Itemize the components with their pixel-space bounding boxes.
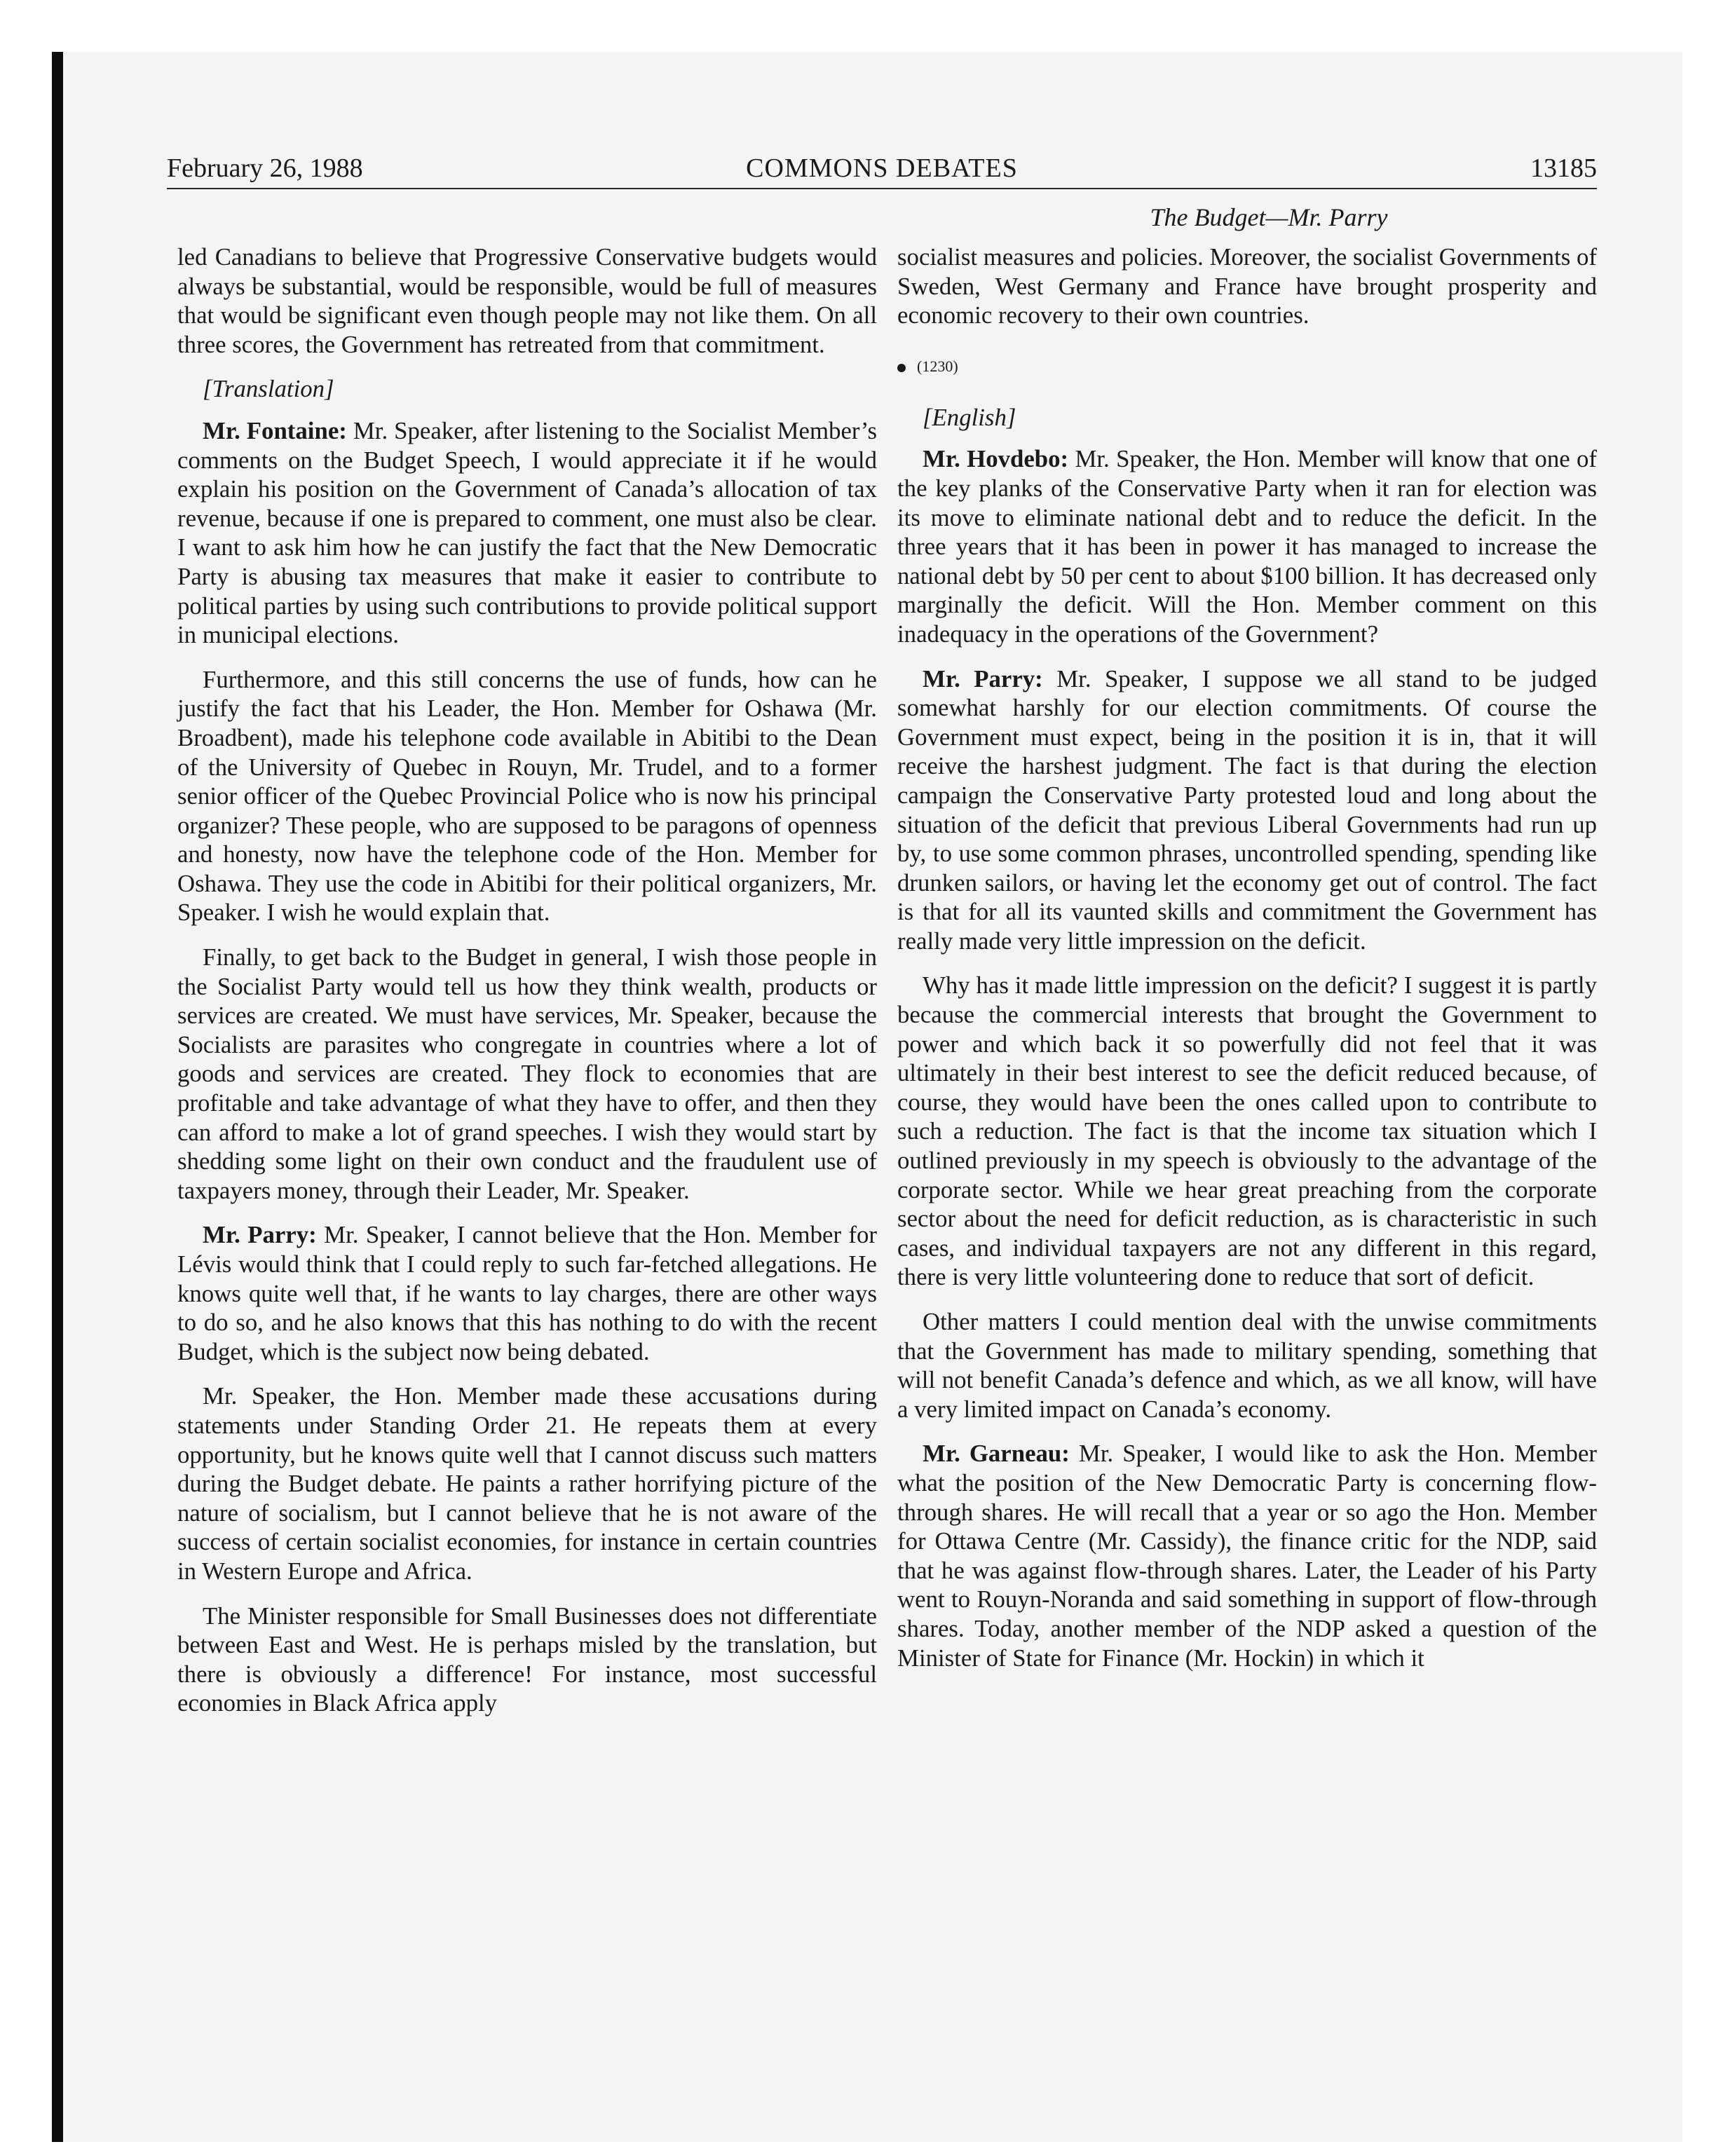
speaker-name: Mr. Parry: <box>203 1221 317 1249</box>
speech-text: Mr. Speaker, after listening to the Socialist Member’s comments on the Budget Speech, I would appreciate it if he would explain his position on the Government of Canada’s allocation of tax revenue, because if one is prepared to comment, one must also be clear. I want to ask him how he can justify the fact that the New Democratic Party is abusing tax measures that make it easier to contribute to political parties by using such contributions to provide political support in municipal elections. <box>177 416 878 649</box>
right-column <box>897 243 1597 1672</box>
paragraph: Other matters I could mention deal with the unwise commitments that the Government has made to military spending, something that will not benefit Canada’s defence and which, as we all know, will have a very limited impact on Canada’s economy. <box>897 1308 1597 1423</box>
speech-text: Mr. Speaker, I cannot believe that the Hon. Member for Lévis would think that I could reply to such far-fetched allegations. He knows quite well that, if he wants to lay charges, there are other ways to do so, and he also knows that this has nothing to do with the recent Budget, which is the subject now being debated. <box>177 1221 878 1365</box>
header-page-number: 13185 <box>1530 153 1597 183</box>
speech-paragraph <box>897 444 1597 648</box>
paragraph: Mr. Speaker, the Hon. Member made these accusations during statements under Standing Order 21. He repeats them at every opportunity, but he knows quite well that I cannot discuss such matters during the Budget debate. He paints a rather horrifying picture of the nature of socialism, but I cannot believe that he is not aware of the success of certain socialist economies, for instance in certain countries in Western Europe and Africa. <box>177 1382 877 1585</box>
speech-text: Mr. Speaker, the Hon. Member will know that one of the key planks of the Conservative Party when it ran for election was its move to eliminate national debt and to reduce the deficit. In the three years that it has been in power it has managed to increase the national debt by 50 per cent to about $100 billion. It has decreased only marginally the deficit. Will the Hon. Member comment on this inadequacy in the operations of the Government? <box>897 445 1597 648</box>
header-rule <box>167 188 1597 189</box>
paragraph: socialist measures and policies. Moreover, the socialist Governments of Sweden, West Germany and France have brought prosperity and economic recovery to their own countries. <box>897 243 1597 329</box>
speaker-name: Mr. Fontaine: <box>203 416 347 444</box>
time-marker-text: (1230) <box>917 357 958 375</box>
speaker-name: Mr. Hovdebo: <box>923 445 1069 473</box>
paragraph: The Minister responsible for Small Businesses does not differentiate between East and West. He is perhaps misled by the translation, but there is obviously a difference! For instance, most successful economies in Black Africa apply <box>177 1602 877 1717</box>
scan-binding-edge <box>52 52 63 2142</box>
header-journal-title: COMMONS DEBATES <box>746 153 1018 183</box>
paragraph: Why has it made little impression on the deficit? I suggest it is partly because the commercial interests that brought the Government to power and which back it so powerfully did not feel that it was ultimately in their best interest to see the deficit reduced because, of course, they would have been the ones called upon to contribute to such a reduction. The fact is that the income tax situation which I outlined previously in my speech is obviously to the advantage of the corporate sector. While we hear great preaching from the corporate sector about the need for deficit reduction, as is characteristic in such cases, and individual taxpayers are not any different in this regard, there is very little volunteering done to reduce that sort of deficit. <box>897 971 1597 1291</box>
speech-paragraph <box>897 1439 1597 1672</box>
speech-paragraph <box>177 1220 877 1366</box>
paragraph: Furthermore, and this still concerns the use of funds, how can he justify the fact that his Leader, the Hon. Member for Oshawa (Mr. Broadbent), made his telephone code available in Abitibi to the Dean of the University of Quebec in Rouyn, Mr. Trudel, and to a former senior officer of the Quebec Provincial Police who is now his principal organizer? These people, who are supposed to be paragons of openness and honesty, now have the telephone code of the Hon. Member for Oshawa. They use the code in Abitibi for their political organizers, Mr. Speaker. I wish he would explain that. <box>177 665 877 927</box>
left-column <box>177 243 877 1718</box>
speech-paragraph <box>897 664 1597 956</box>
speech-paragraph <box>177 416 877 650</box>
language-tag: [English] <box>923 403 1016 431</box>
running-head: The Budget—Mr. Parry <box>1150 203 1388 231</box>
header-date: February 26, 1988 <box>167 153 363 183</box>
bullet-icon <box>897 364 906 372</box>
speech-text: Mr. Speaker, I suppose we all stand to be judged somewhat harshly for our election commitments. Of course the Government must expect, being in the position it is in, that it will receive the harshest judgment. The fact is that during the election campaign the Conservative Party protested loud and long about the situation of the deficit that previous Liberal Governments had run up by, to use some common phrases, uncontrolled spending, spending like drunken sailors, or having let the economy get out of control. The fact is that for all its vaunted skills and commitment the Government has really made very little impression on the deficit. <box>897 664 1597 955</box>
speech-text: Mr. Speaker, I would like to ask the Hon. Member what the position of the New Democratic Party is concerning flow-through shares. He will recall that a year or so ago the Hon. Member for Ottawa Centre (Mr. Cassidy), the finance critic for the NDP, said that he was against flow-through shares. Later, the Leader of his Party went to Rouyn-Noranda and said something in support of flow-through shares. Today, another member of the NDP asked a question of the Minister of State for Finance (Mr. Hockin) in which it <box>897 1440 1597 1672</box>
speaker-name: Mr. Garneau: <box>923 1440 1070 1468</box>
speaker-name: Mr. Parry: <box>923 664 1043 692</box>
paragraph: Finally, to get back to the Budget in general, I wish those people in the Socialist Party would tell us how they think wealth, products or services are created. We must have services, Mr. Speaker, because the Socialists are parasites who congregate in countries where a lot of goods and services are created. They flock to economies that are profitable and take advantage of what they have to offer, and then they can afford to make a lot of grand speeches. I wish they would start by shedding some light on their own conduct and the fraudulent use of taxpayers money, through their Leader, Mr. Speaker. <box>177 943 877 1204</box>
paragraph: led Canadians to believe that Progressive Conservative budgets would always be substantial, would be responsible, would be full of measures that would be significant even though people may not like them. On all three scores, the Government has retreated from that commitment. <box>177 243 877 358</box>
page-header <box>167 146 1597 191</box>
time-marker <box>897 346 1597 388</box>
language-tag: [Translation] <box>203 375 334 403</box>
